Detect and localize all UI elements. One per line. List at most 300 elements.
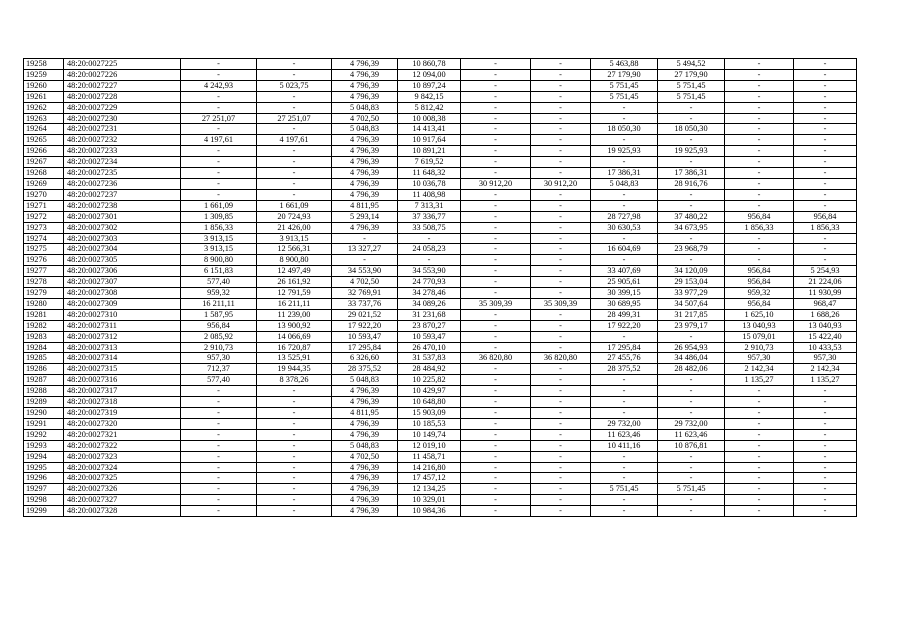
value-cell: 4 796,39 <box>332 429 398 440</box>
value-cell: - <box>181 397 257 408</box>
value-cell: - <box>257 157 332 168</box>
value-cell: - <box>531 135 591 146</box>
table-row <box>24 320 857 331</box>
table-row <box>24 222 857 233</box>
value-cell: - <box>531 331 591 342</box>
value-cell: 4 796,39 <box>332 386 398 397</box>
row-number-cell: 19287 <box>24 375 64 386</box>
value-cell: 28 484,92 <box>398 364 461 375</box>
value-cell: 10 185,53 <box>398 418 461 429</box>
value-cell: 16 211,11 <box>181 298 257 309</box>
value-cell: - <box>591 397 658 408</box>
row-number-cell: 19263 <box>24 113 64 124</box>
row-number-cell: 19272 <box>24 211 64 222</box>
value-cell: 13 900,92 <box>257 320 332 331</box>
value-cell: 34 486,04 <box>658 353 725 364</box>
value-cell: 17 295,84 <box>332 342 398 353</box>
value-cell: - <box>725 113 794 124</box>
value-cell: - <box>181 386 257 397</box>
value-cell: - <box>257 429 332 440</box>
cadastral-number-cell: 48:20:0027323 <box>64 451 181 462</box>
value-cell: - <box>531 146 591 157</box>
table-row <box>24 189 857 200</box>
row-number-cell: 19289 <box>24 397 64 408</box>
value-cell: - <box>461 473 531 484</box>
value-cell: 2 910,73 <box>725 342 794 353</box>
value-cell: 4 796,39 <box>332 189 398 200</box>
cadastral-number-cell: 48:20:0027320 <box>64 418 181 429</box>
value-cell: - <box>531 113 591 124</box>
value-cell: 4 796,39 <box>332 157 398 168</box>
row-number-cell: 19282 <box>24 320 64 331</box>
value-cell: - <box>461 135 531 146</box>
cadastral-number-cell: 48:20:0027314 <box>64 353 181 364</box>
value-cell: 11 408,98 <box>398 189 461 200</box>
table-row <box>24 418 857 429</box>
value-cell: 5 751,45 <box>658 484 725 495</box>
table-row <box>24 375 857 386</box>
cadastral-number-cell: 48:20:0027306 <box>64 266 181 277</box>
row-number-cell: 19269 <box>24 178 64 189</box>
value-cell: - <box>531 59 591 70</box>
value-cell: 4 796,39 <box>332 222 398 233</box>
value-cell: - <box>461 386 531 397</box>
value-cell: 8 900,80 <box>257 255 332 266</box>
value-cell: 31 537,83 <box>398 353 461 364</box>
value-cell: - <box>461 69 531 80</box>
value-cell: 29 153,04 <box>658 277 725 288</box>
cadastral-number-cell: 48:20:0027228 <box>64 91 181 102</box>
value-cell: - <box>461 222 531 233</box>
value-cell: 27 251,07 <box>257 113 332 124</box>
value-cell: - <box>531 244 591 255</box>
row-number-cell: 19262 <box>24 102 64 113</box>
value-cell: - <box>531 102 591 113</box>
value-cell: - <box>461 102 531 113</box>
value-cell: - <box>658 157 725 168</box>
value-cell: 5 751,45 <box>591 91 658 102</box>
value-cell: - <box>794 255 857 266</box>
value-cell: 10 036,78 <box>398 178 461 189</box>
value-cell: - <box>591 331 658 342</box>
value-cell: - <box>461 113 531 124</box>
value-cell: 4 702,50 <box>332 451 398 462</box>
value-cell: 15 422,40 <box>794 331 857 342</box>
value-cell: - <box>725 506 794 517</box>
value-cell: - <box>257 59 332 70</box>
cadastral-number-cell: 48:20:0027313 <box>64 342 181 353</box>
value-cell: 10 897,24 <box>398 80 461 91</box>
cadastral-number-cell: 48:20:0027328 <box>64 506 181 517</box>
value-cell: 5 023,75 <box>257 80 332 91</box>
value-cell: 17 295,84 <box>591 342 658 353</box>
value-cell: - <box>591 255 658 266</box>
value-cell: 26 161,92 <box>257 277 332 288</box>
value-cell: 11 648,32 <box>398 168 461 179</box>
value-cell: - <box>531 91 591 102</box>
value-cell: 30 912,20 <box>531 178 591 189</box>
value-cell: 36 820,80 <box>531 353 591 364</box>
value-cell: - <box>591 451 658 462</box>
cadastral-number-cell: 48:20:0027321 <box>64 429 181 440</box>
value-cell: 16 720,87 <box>257 342 332 353</box>
value-cell: 4 197,61 <box>257 135 332 146</box>
value-cell: 577,40 <box>181 375 257 386</box>
value-cell: - <box>725 102 794 113</box>
value-cell: - <box>257 451 332 462</box>
value-cell: 33 737,76 <box>332 298 398 309</box>
value-cell: - <box>725 124 794 135</box>
value-cell: - <box>531 266 591 277</box>
value-cell: - <box>658 200 725 211</box>
row-number-cell: 19270 <box>24 189 64 200</box>
value-cell: 5 254,93 <box>794 266 857 277</box>
value-cell: 968,47 <box>794 298 857 309</box>
table-row <box>24 255 857 266</box>
value-cell: 4 702,50 <box>332 113 398 124</box>
value-cell: - <box>591 386 658 397</box>
cadastral-number-cell: 48:20:0027309 <box>64 298 181 309</box>
value-cell: - <box>461 244 531 255</box>
value-cell: - <box>531 200 591 211</box>
value-cell: 1 688,26 <box>794 309 857 320</box>
value-cell: - <box>531 408 591 419</box>
value-cell: - <box>531 484 591 495</box>
row-number-cell: 19265 <box>24 135 64 146</box>
value-cell: 13 040,93 <box>794 320 857 331</box>
row-number-cell: 19283 <box>24 331 64 342</box>
value-cell: - <box>257 102 332 113</box>
value-cell: 4 796,39 <box>332 484 398 495</box>
value-cell: - <box>725 189 794 200</box>
value-cell: - <box>725 59 794 70</box>
value-cell: 29 732,00 <box>591 418 658 429</box>
row-number-cell: 19291 <box>24 418 64 429</box>
value-cell: 35 309,39 <box>461 298 531 309</box>
value-cell: 29 732,00 <box>658 418 725 429</box>
table-row <box>24 266 857 277</box>
value-cell: 6 326,60 <box>332 353 398 364</box>
value-cell: 1 587,95 <box>181 309 257 320</box>
value-cell: - <box>531 342 591 353</box>
row-number-cell: 19290 <box>24 408 64 419</box>
table-row <box>24 135 857 146</box>
value-cell: 956,84 <box>725 298 794 309</box>
value-cell: - <box>181 473 257 484</box>
value-cell: - <box>461 200 531 211</box>
row-number-cell: 19267 <box>24 157 64 168</box>
value-cell: 24 058,23 <box>398 244 461 255</box>
table-row <box>24 288 857 299</box>
value-cell: 34 553,90 <box>332 266 398 277</box>
value-cell: 16 211,11 <box>257 298 332 309</box>
value-cell: - <box>725 200 794 211</box>
value-cell: 15 079,01 <box>725 331 794 342</box>
row-number-cell: 19293 <box>24 440 64 451</box>
value-cell: 30 689,95 <box>591 298 658 309</box>
value-cell: - <box>725 244 794 255</box>
value-cell: 12 566,31 <box>257 244 332 255</box>
value-cell: 5 751,45 <box>591 484 658 495</box>
value-cell: 28 916,76 <box>658 178 725 189</box>
value-cell: - <box>531 69 591 80</box>
value-cell: 10 648,80 <box>398 397 461 408</box>
value-cell: - <box>658 113 725 124</box>
cadastral-number-cell: 48:20:0027229 <box>64 102 181 113</box>
value-cell: 957,30 <box>725 353 794 364</box>
value-cell: 34 553,90 <box>398 266 461 277</box>
value-cell: 4 197,61 <box>181 135 257 146</box>
value-cell: - <box>725 462 794 473</box>
value-cell: - <box>725 135 794 146</box>
value-cell: 3 913,15 <box>181 233 257 244</box>
table-row <box>24 91 857 102</box>
value-cell: 14 216,80 <box>398 462 461 473</box>
value-cell: - <box>398 233 461 244</box>
value-cell: 4 796,39 <box>332 59 398 70</box>
value-cell: 4 702,50 <box>332 277 398 288</box>
value-cell: - <box>658 189 725 200</box>
table-row <box>24 178 857 189</box>
value-cell: - <box>591 189 658 200</box>
cadastral-number-cell: 48:20:0027234 <box>64 157 181 168</box>
value-cell: - <box>181 59 257 70</box>
value-cell: 4 811,95 <box>332 408 398 419</box>
cadastral-number-cell: 48:20:0027316 <box>64 375 181 386</box>
value-cell: 1 135,27 <box>725 375 794 386</box>
value-cell: - <box>461 146 531 157</box>
value-cell: 17 922,20 <box>591 320 658 331</box>
value-cell: 10 329,01 <box>398 495 461 506</box>
value-cell: - <box>332 255 398 266</box>
value-cell: 30 912,20 <box>461 178 531 189</box>
value-cell: - <box>725 473 794 484</box>
value-cell: - <box>257 473 332 484</box>
value-cell: 4 796,39 <box>332 397 398 408</box>
value-cell: - <box>181 451 257 462</box>
value-cell: 21 426,00 <box>257 222 332 233</box>
value-cell: - <box>257 124 332 135</box>
value-cell: - <box>658 451 725 462</box>
value-cell: 956,84 <box>725 277 794 288</box>
value-cell: - <box>257 69 332 80</box>
table-row <box>24 506 857 517</box>
value-cell: - <box>531 233 591 244</box>
value-cell: - <box>257 484 332 495</box>
value-cell: 4 796,39 <box>332 473 398 484</box>
value-cell: - <box>725 484 794 495</box>
value-cell: - <box>181 178 257 189</box>
value-cell: - <box>461 59 531 70</box>
table-row <box>24 244 857 255</box>
value-cell: 28 375,52 <box>591 364 658 375</box>
row-number-cell: 19268 <box>24 168 64 179</box>
value-cell: - <box>658 102 725 113</box>
table-row <box>24 113 857 124</box>
value-cell: - <box>725 451 794 462</box>
value-cell: - <box>794 244 857 255</box>
value-cell: 1 856,33 <box>725 222 794 233</box>
value-cell: 1 135,27 <box>794 375 857 386</box>
value-cell: 27 179,90 <box>658 69 725 80</box>
value-cell: 19 944,35 <box>257 364 332 375</box>
value-cell: - <box>461 440 531 451</box>
cadastral-number-cell: 48:20:0027301 <box>64 211 181 222</box>
cadastral-number-cell: 48:20:0027237 <box>64 189 181 200</box>
value-cell: - <box>181 429 257 440</box>
value-cell: - <box>658 255 725 266</box>
value-cell: 4 796,39 <box>332 168 398 179</box>
value-cell: 956,84 <box>181 320 257 331</box>
value-cell: 4 796,39 <box>332 80 398 91</box>
value-cell: 2 910,73 <box>181 342 257 353</box>
value-cell: - <box>591 157 658 168</box>
value-cell: 31 231,68 <box>398 309 461 320</box>
table-row <box>24 484 857 495</box>
value-cell: - <box>257 168 332 179</box>
value-cell: 11 239,00 <box>257 309 332 320</box>
row-number-cell: 19288 <box>24 386 64 397</box>
value-cell: - <box>725 397 794 408</box>
value-cell: 4 811,95 <box>332 200 398 211</box>
value-cell: - <box>531 124 591 135</box>
value-cell: 35 309,39 <box>531 298 591 309</box>
value-cell: 30 630,53 <box>591 222 658 233</box>
value-cell: - <box>725 91 794 102</box>
table-row <box>24 102 857 113</box>
value-cell: 27 179,90 <box>591 69 658 80</box>
table-row <box>24 200 857 211</box>
row-number-cell: 19275 <box>24 244 64 255</box>
value-cell: 17 922,20 <box>332 320 398 331</box>
value-cell: - <box>794 124 857 135</box>
value-cell: - <box>794 113 857 124</box>
value-cell: - <box>794 397 857 408</box>
row-number-cell: 19297 <box>24 484 64 495</box>
value-cell: - <box>725 80 794 91</box>
row-number-cell: 19274 <box>24 233 64 244</box>
value-cell: - <box>658 506 725 517</box>
value-cell: 3 913,15 <box>181 244 257 255</box>
value-cell: - <box>658 408 725 419</box>
value-cell: - <box>257 146 332 157</box>
row-number-cell: 19286 <box>24 364 64 375</box>
value-cell: - <box>794 451 857 462</box>
value-cell: 3 913,15 <box>257 233 332 244</box>
table-row <box>24 495 857 506</box>
value-cell: 8 900,80 <box>181 255 257 266</box>
value-cell: 37 336,77 <box>398 211 461 222</box>
value-cell: - <box>725 429 794 440</box>
value-cell: 37 480,22 <box>658 211 725 222</box>
value-cell: 36 820,80 <box>461 353 531 364</box>
row-number-cell: 19258 <box>24 59 64 70</box>
value-cell: 19 925,93 <box>591 146 658 157</box>
value-cell: - <box>461 331 531 342</box>
value-cell: 18 050,30 <box>591 124 658 135</box>
value-cell: 4 796,39 <box>332 506 398 517</box>
value-cell: - <box>181 157 257 168</box>
value-cell: - <box>794 135 857 146</box>
value-cell: 4 796,39 <box>332 178 398 189</box>
cadastral-number-cell: 48:20:0027319 <box>64 408 181 419</box>
value-cell: 712,37 <box>181 364 257 375</box>
table-row <box>24 397 857 408</box>
value-cell: - <box>461 189 531 200</box>
value-cell: 9 842,15 <box>398 91 461 102</box>
cadastral-number-cell: 48:20:0027226 <box>64 69 181 80</box>
value-cell: - <box>591 113 658 124</box>
value-cell: 11 930,99 <box>794 288 857 299</box>
value-cell: - <box>794 146 857 157</box>
value-cell: - <box>531 462 591 473</box>
value-cell: - <box>257 386 332 397</box>
value-cell: 10 593,47 <box>332 331 398 342</box>
row-number-cell: 19292 <box>24 429 64 440</box>
row-number-cell: 19276 <box>24 255 64 266</box>
value-cell: - <box>531 277 591 288</box>
value-cell: 10 149,74 <box>398 429 461 440</box>
value-cell: 25 905,61 <box>591 277 658 288</box>
value-cell: - <box>181 495 257 506</box>
value-cell: - <box>794 473 857 484</box>
table-row <box>24 80 857 91</box>
cadastral-number-cell: 48:20:0027307 <box>64 277 181 288</box>
value-cell: 11 623,46 <box>591 429 658 440</box>
row-number-cell: 19296 <box>24 473 64 484</box>
value-cell: - <box>531 495 591 506</box>
value-cell: 12 019,10 <box>398 440 461 451</box>
row-number-cell: 19271 <box>24 200 64 211</box>
value-cell: - <box>658 473 725 484</box>
value-cell: 1 309,85 <box>181 211 257 222</box>
value-cell: - <box>461 429 531 440</box>
table-row <box>24 168 857 179</box>
value-cell: - <box>794 102 857 113</box>
table-row <box>24 146 857 157</box>
table-row <box>24 342 857 353</box>
cadastral-number-cell: 48:20:0027318 <box>64 397 181 408</box>
value-cell: 14 413,41 <box>398 124 461 135</box>
value-cell: - <box>794 429 857 440</box>
value-cell: 1 661,09 <box>257 200 332 211</box>
value-cell: 34 673,95 <box>658 222 725 233</box>
value-cell: 8 378,26 <box>257 375 332 386</box>
table-row <box>24 157 857 168</box>
value-cell: - <box>257 397 332 408</box>
table-row <box>24 69 857 80</box>
value-cell: - <box>531 168 591 179</box>
value-cell: 23 870,27 <box>398 320 461 331</box>
value-cell: 5 293,14 <box>332 211 398 222</box>
value-cell: - <box>257 178 332 189</box>
value-cell: 5 751,45 <box>658 80 725 91</box>
row-number-cell: 19285 <box>24 353 64 364</box>
cadastral-number-cell: 48:20:0027308 <box>64 288 181 299</box>
cadastral-number-cell: 48:20:0027238 <box>64 200 181 211</box>
value-cell: 1 856,33 <box>181 222 257 233</box>
value-cell: 1 661,09 <box>181 200 257 211</box>
value-cell: - <box>794 506 857 517</box>
value-cell: 4 796,39 <box>332 462 398 473</box>
value-cell: 21 224,06 <box>794 277 857 288</box>
value-cell: - <box>591 375 658 386</box>
value-cell: 31 217,85 <box>658 309 725 320</box>
value-cell: 10 433,53 <box>794 342 857 353</box>
value-cell: - <box>725 157 794 168</box>
value-cell: - <box>257 91 332 102</box>
value-cell: 19 925,93 <box>658 146 725 157</box>
